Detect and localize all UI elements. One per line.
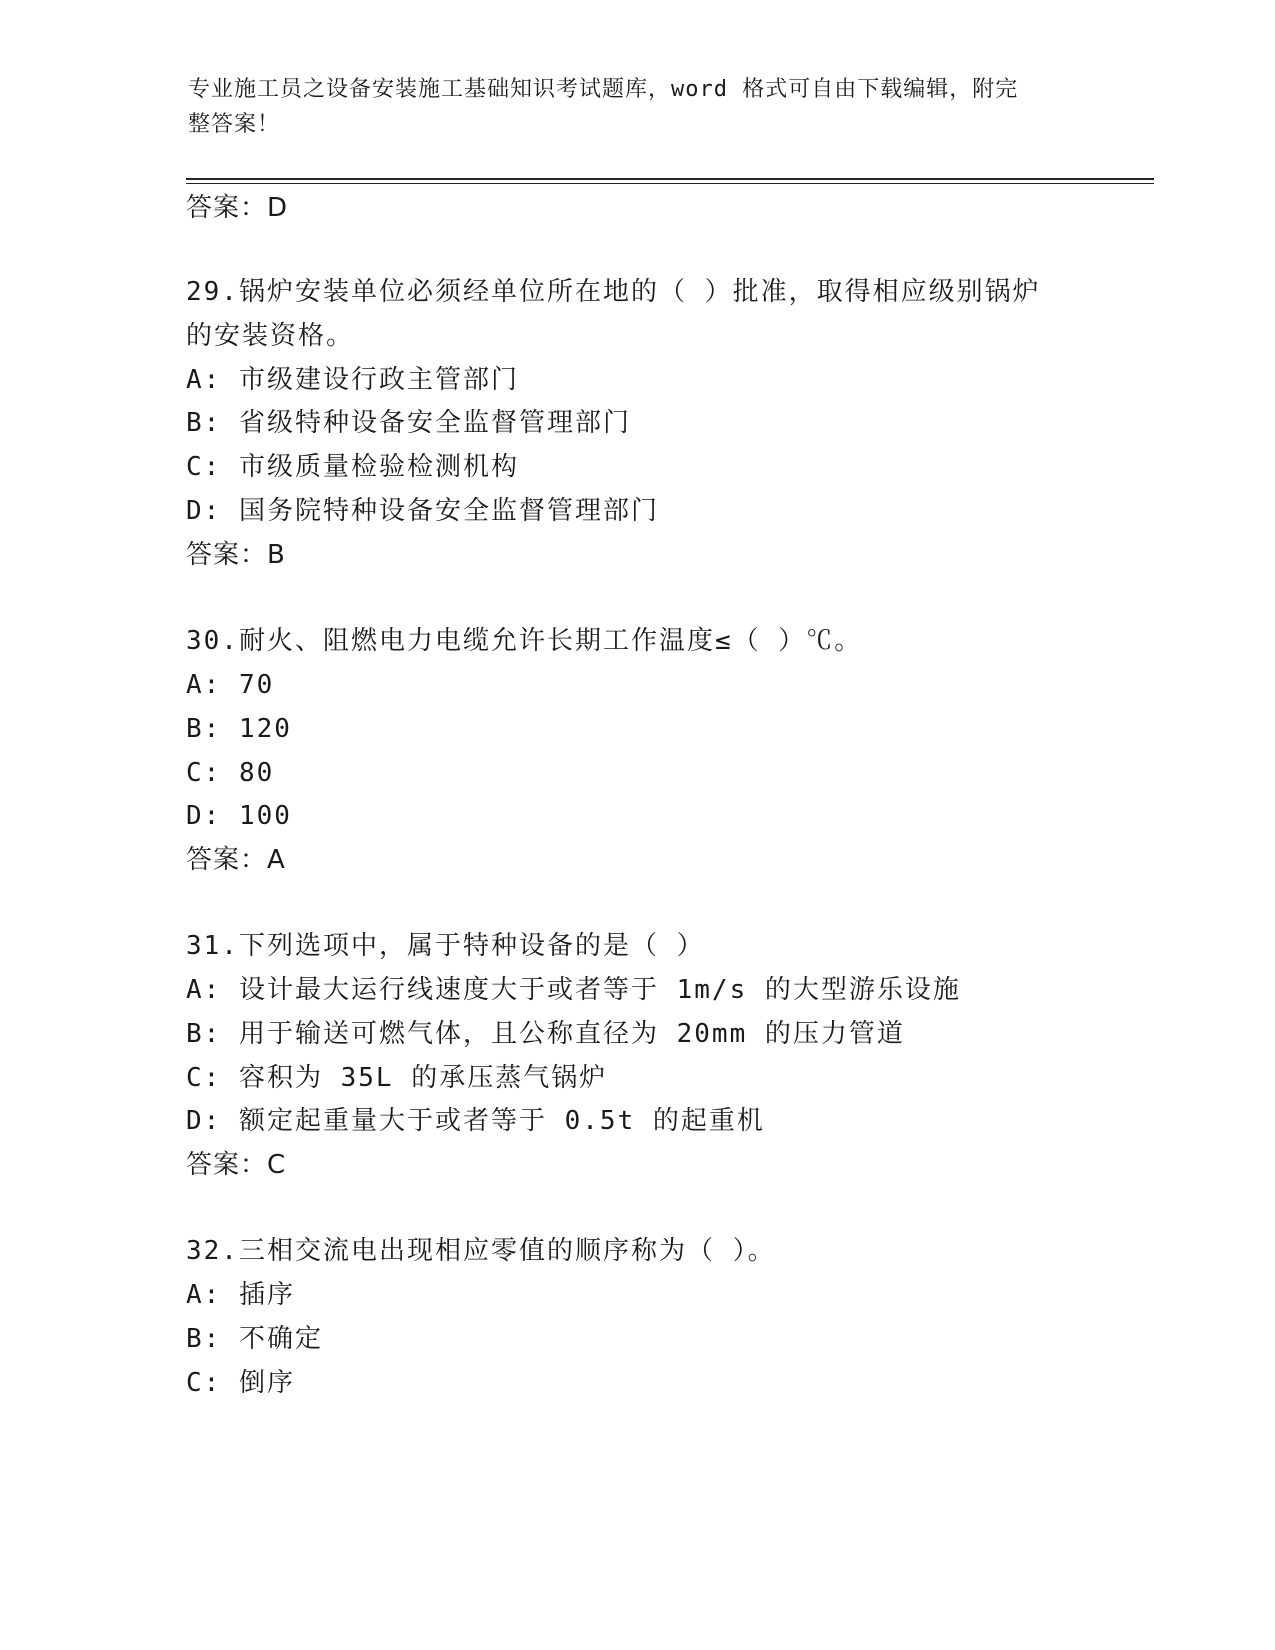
question-30-option-b: B: 120 — [186, 714, 292, 744]
question-31-option-c: C: 容积为 35L 的承压蒸气锅炉 — [186, 1063, 608, 1093]
question-31-answer: 答案：C — [186, 1150, 287, 1180]
question-29-option-b: B: 省级特种设备安全监督管理部门 — [186, 408, 631, 438]
question-29-stem-1: 29.锅炉安装单位必须经单位所在地的（ ）批准，取得相应级别锅炉 — [186, 277, 1041, 307]
question-29-answer: 答案：B — [186, 540, 286, 570]
header-line-1: 专业施工员之设备安装施工基础知识考试题库，word 格式可自由下载编辑，附完 — [188, 77, 1019, 102]
question-32-option-b: B: 不确定 — [186, 1324, 323, 1354]
question-30-stem-1: 30.耐火、阻燃电力电缆允许长期工作温度≤（ ）℃。 — [186, 626, 863, 656]
question-31-stem-1: 31.下列选项中，属于特种设备的是（ ） — [186, 931, 705, 961]
header-rule-thick — [186, 178, 1154, 180]
question-29-option-c: C: 市级质量检验检测机构 — [186, 452, 519, 482]
question-31-option-d: D: 额定起重量大于或者等于 0.5t 的起重机 — [186, 1106, 765, 1136]
question-31-option-a: A: 设计最大运行线速度大于或者等于 1m/s 的大型游乐设施 — [186, 975, 961, 1005]
question-29-stem-2: 的安装资格。 — [186, 321, 355, 351]
question-30-option-c: C: 80 — [186, 758, 275, 788]
question-30-option-a: A: 70 — [186, 670, 275, 700]
question-31-option-b: B: 用于输送可燃气体，且公称直径为 20mm 的压力管道 — [186, 1019, 905, 1049]
question-30-answer: 答案：A — [186, 845, 286, 875]
question-32-option-a: A: 插序 — [186, 1280, 295, 1310]
question-30-option-d: D: 100 — [186, 801, 292, 831]
question-29-option-a: A: 市级建设行政主管部门 — [186, 365, 519, 395]
question-32-option-c: C: 倒序 — [186, 1368, 295, 1398]
prev-answer: 答案：D — [186, 193, 289, 223]
question-29-option-d: D: 国务院特种设备安全监督管理部门 — [186, 496, 659, 526]
header-line-2: 整答案！ — [188, 112, 281, 137]
question-32-stem-1: 32.三相交流电出现相应零值的顺序称为（ ）。 — [186, 1236, 776, 1266]
header-rule-thin — [186, 183, 1154, 184]
document-header — [188, 72, 1068, 142]
